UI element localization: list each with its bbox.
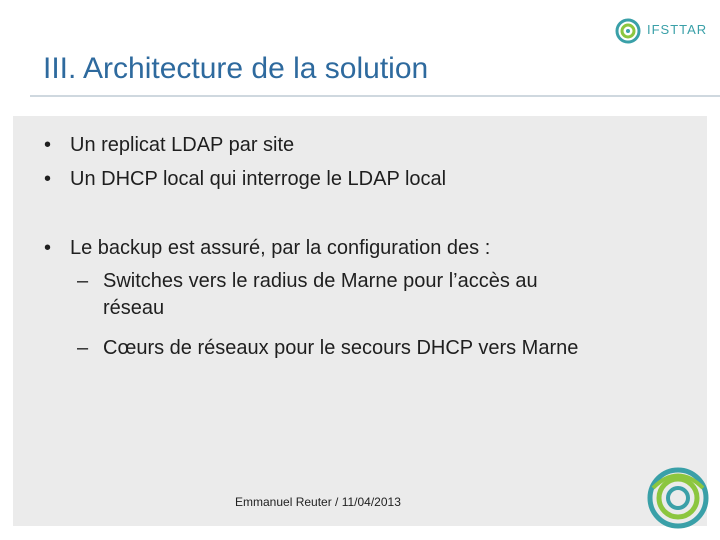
bullet-text: Un replicat LDAP par site [70, 134, 295, 156]
sub-item [77, 335, 677, 363]
slide-title: III. Architecture de la solution [43, 52, 429, 85]
sub-text-line: Cœurs de réseaux pour le secours DHCP vers Marne [103, 337, 579, 359]
corner-logo-icon [643, 458, 713, 533]
title-divider [30, 95, 720, 97]
bullet-item [44, 236, 644, 260]
bullet-text: Un DHCP local qui interroge le LDAP local [70, 168, 447, 190]
sub-item [77, 268, 677, 328]
sub-text-line: réseau [103, 297, 165, 319]
bullet-item [44, 167, 644, 191]
sub-marker: – [77, 337, 89, 359]
bullet-marker: • [44, 134, 52, 156]
content-panel [13, 116, 707, 526]
footer-author-date: Emmanuel Reuter / 11/04/2013 [235, 495, 401, 509]
sub-text-line: Switches vers le radius de Marne pour l’accès au [103, 270, 538, 292]
bullet-text: Le backup est assuré, par la configuration des : [70, 237, 491, 259]
bullet-item [44, 133, 644, 157]
bullet-marker: • [44, 168, 52, 190]
logo-text: IFSTTAR [647, 22, 708, 37]
sub-marker: – [77, 270, 89, 292]
bullet-marker: • [44, 237, 52, 259]
